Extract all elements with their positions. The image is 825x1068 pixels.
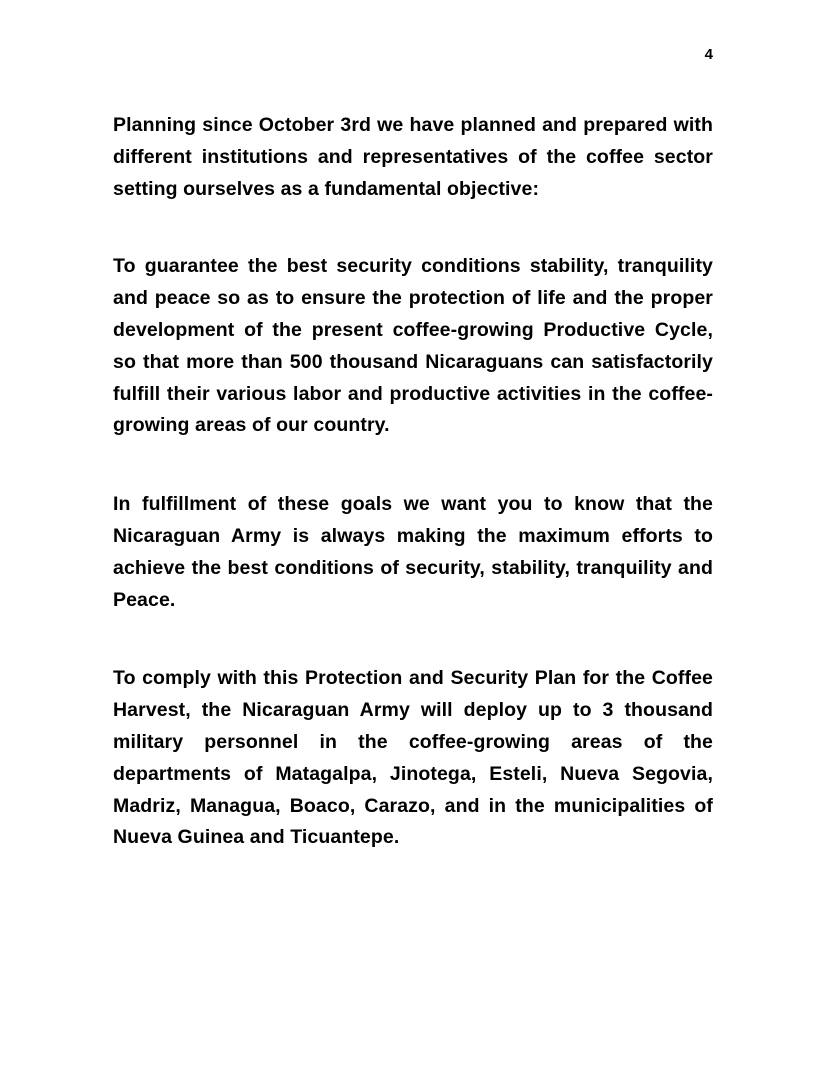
document-body	[113, 110, 713, 854]
paragraph: To guarantee the best security conditions stability, tranquility and peace so as to ensure the protection of life and the proper development of the present coffee-growing Productive Cycle, so that more than 500 thousand Nicaraguans can satisfactorily fulfill their various labor and productive activities in the coffee-growing areas of our country.	[113, 255, 713, 437]
paragraph: Planning since October 3rd we have planned and prepared with different institutions and representatives of the coffee sector setting ourselves as a fundamental objective:	[113, 114, 713, 200]
paragraph: To comply with this Protection and Security Plan for the Coffee Harvest, the Nicaraguan Army will deploy up to 3 thousand military personnel in the coffee-growing areas of the departments of Matagalpa, Jinotega, Esteli, Nueva Segovia, Madriz, Managua, Boaco, Carazo, and in the municipalities of Nueva Guinea and Ticuantepe.	[113, 667, 713, 849]
page-number: 4	[704, 46, 713, 63]
paragraph: In fulfillment of these goals we want you to know that the Nicaraguan Army is always making the maximum efforts to achieve the best conditions of security, stability, tranquility and Peace.	[113, 493, 713, 611]
